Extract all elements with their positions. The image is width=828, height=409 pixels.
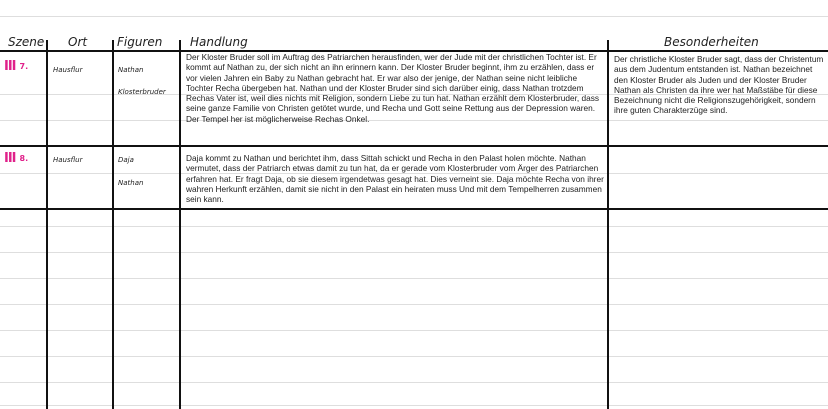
scene-marker <box>4 152 28 165</box>
header-besonderheiten: Besonderheiten <box>664 35 759 49</box>
ruled-line <box>0 405 828 406</box>
header-handlung: Handlung <box>190 35 248 49</box>
row-divider <box>0 208 828 210</box>
ruled-line <box>0 304 828 305</box>
scene-marker <box>4 60 28 73</box>
ruled-line <box>0 16 828 17</box>
ruled-line <box>0 356 828 357</box>
figur-cell: Nathan <box>118 179 144 187</box>
column-rule <box>179 40 181 409</box>
figur-cell: Klosterbruder <box>118 88 166 96</box>
ruled-line <box>0 330 828 331</box>
tally-mark: III <box>4 59 16 74</box>
column-rule <box>46 40 48 409</box>
ruled-line <box>0 278 828 279</box>
besonderheiten-text: Der christliche Kloster Bruder sagt, dass der Christentum aus dem Judentum entstanden ist. Nathan bezeichnet den Kloster Bruder als Juden und der Kloster Bruder Nathan als Christen da ihre wer hat Maßstäbe für diese Bezeichnung nicht die Religionszugehörigkeit, sondern ihre guten Charakterzüge sind. <box>614 54 824 116</box>
row-divider <box>0 145 828 147</box>
figur-cell: Nathan <box>118 66 144 74</box>
scene-number: 8. <box>19 154 29 163</box>
column-rule <box>112 40 114 409</box>
ort-cell: Hausflur <box>53 156 83 164</box>
scene-number: 7. <box>19 62 29 71</box>
header-figuren: Figuren <box>117 35 163 49</box>
handlung-text: Daja kommt zu Nathan und berichtet ihm, dass Sittah schickt und Recha in den Palast holen möchte. Nathan vermutet, dass der Patriarch etwas damit zu tun hat, da er gerade vom Klosterbruder vom Ärger des Patriarchen erfahren hat. Er fragt Daja, ob sie diesem irgendetwas gesagt hat. Dies verneint sie. Daja möchte Recha von ihrer wahren Herkunft erzählen, damit sie nicht in den Palast ein heiraten muss Und mit dem Tempelherren zusammen sein kann. <box>186 153 604 205</box>
header-szene: Szene <box>8 35 45 49</box>
ruled-line <box>0 226 828 227</box>
ort-cell: Hausflur <box>53 66 83 74</box>
handlung-text: Der Kloster Bruder soll im Auftrag des Patriarchen herausfinden, wer der Jude mit der christlichen Tochter ist. Er kommt auf Nathan zu, der sich nicht an ihn erinnern kann. Der Kloster Bruder beginnt, ihm zu erzählen, dass er vor vielen Jahren ein Baby zu Nathan gebracht hat. Er war also der jenige, der Nathan seine nicht leibliche Tochter Recha übergeben hat. Nathan und der Kloster Bruder sind sich darüber einig, dass Nathan trotzdem Rechas Vater ist, weil dies nichts mit Religion, sondern Liebe zu tun hat. Nathan erzählt dem Klosterbruder, dass seine ganze Familie von Christen getötet wurde, und Recha und Gott seine Rettung aus der Depression waren. Der Tempel her ist möglicherweise Rechas Onkel. <box>186 52 600 124</box>
ruled-line <box>0 252 828 253</box>
figur-cell: Daja <box>118 156 134 164</box>
tally-mark: III <box>4 151 16 166</box>
ruled-line <box>0 382 828 383</box>
column-rule <box>607 40 609 409</box>
header-ort: Ort <box>68 35 88 49</box>
